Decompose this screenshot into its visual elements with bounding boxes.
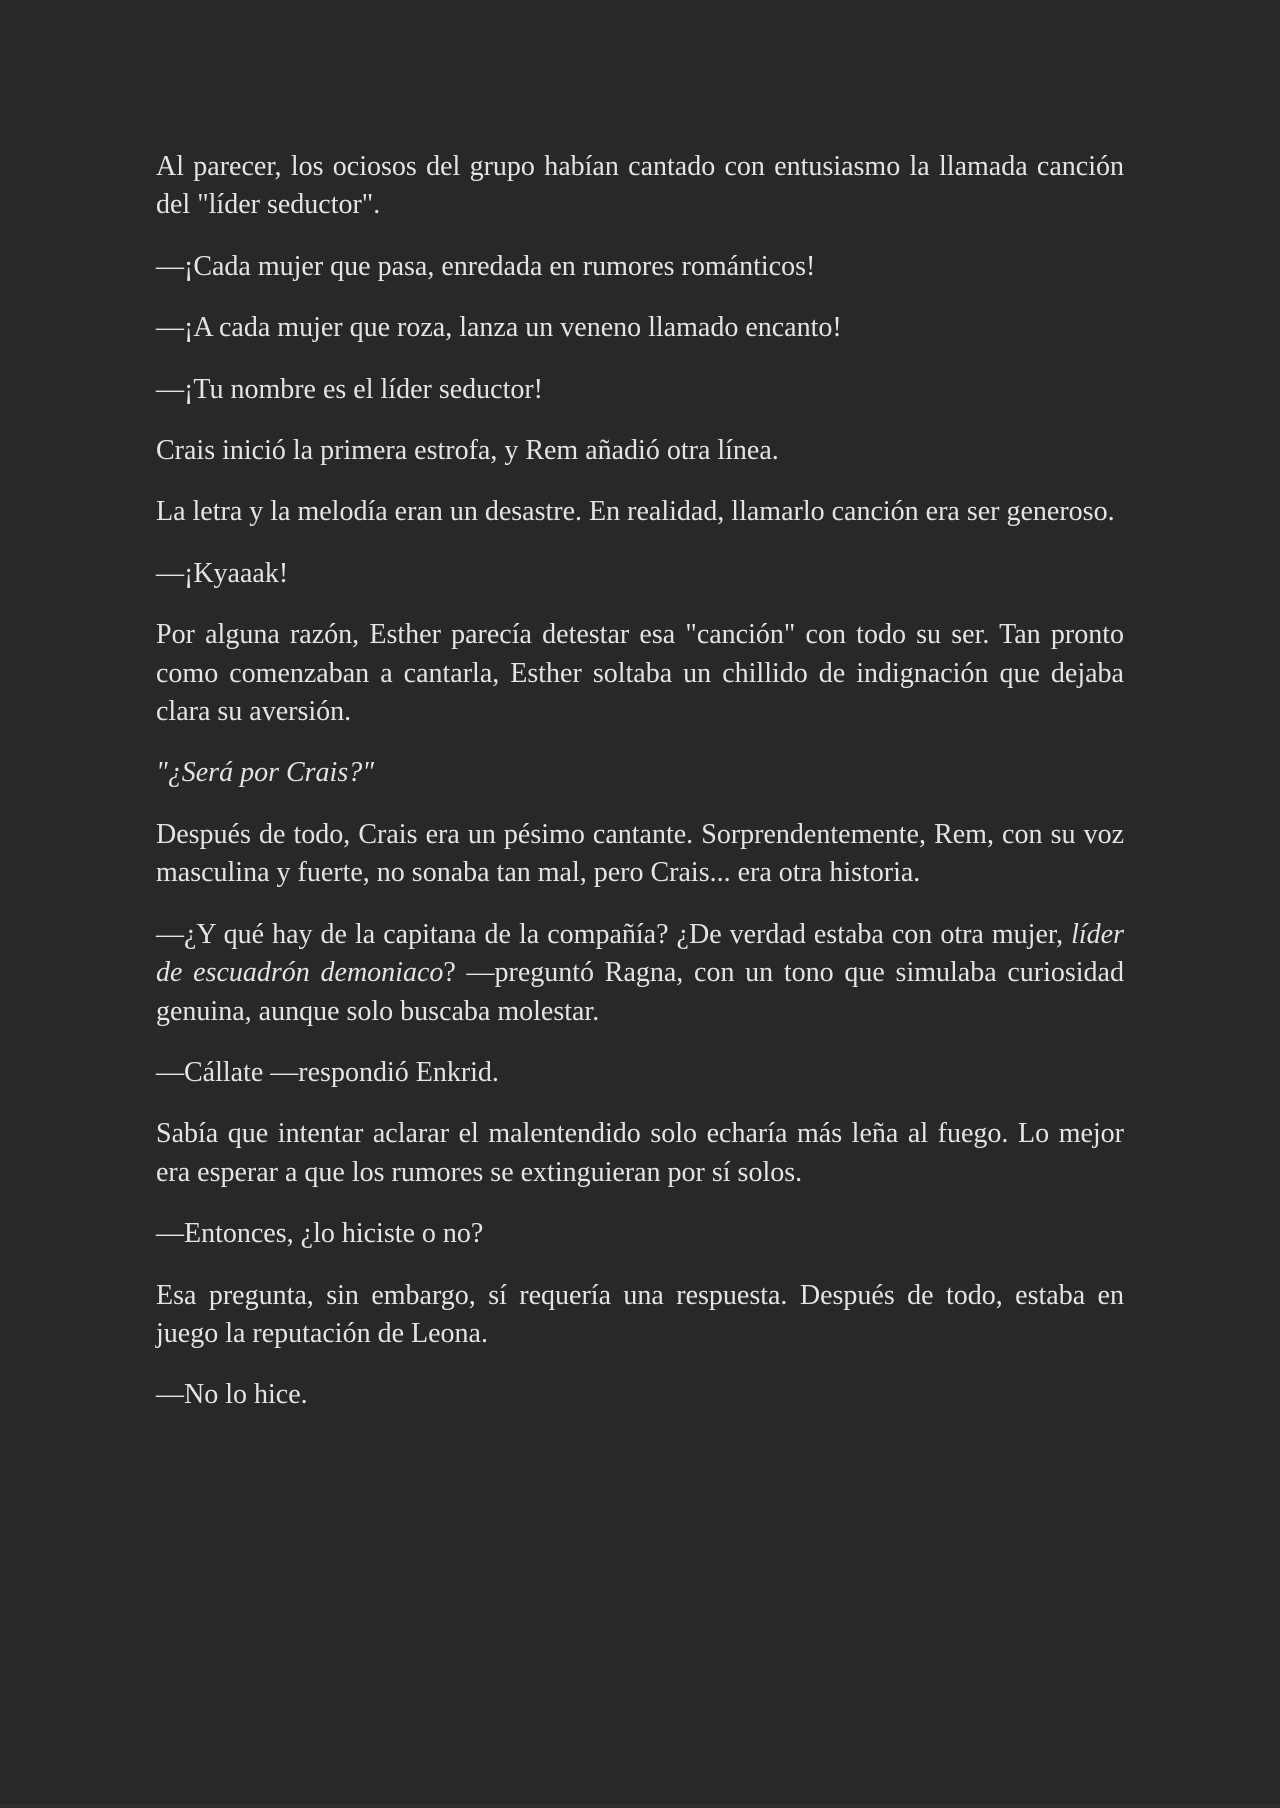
text-run: —¡Cada mujer que pasa, enredada en rumores románticos! xyxy=(156,250,816,282)
paragraph xyxy=(156,148,1124,225)
paragraph xyxy=(156,555,1124,593)
text-run: Sabía que intentar aclarar el malentendido solo echaría más leña al fuego. Lo mejor era esperar a que los rumores se extinguieran por sí solos. xyxy=(156,1118,1124,1188)
text-run: —Entonces, ¿lo hiciste o no? xyxy=(156,1218,484,1250)
paragraph xyxy=(156,1376,1124,1414)
paragraph xyxy=(156,1115,1124,1192)
paragraph xyxy=(156,493,1124,531)
paragraph xyxy=(156,309,1124,347)
text-run: La letra y la melodía eran un desastre. En realidad, llamarlo canción era ser generoso. xyxy=(156,496,1115,528)
paragraph xyxy=(156,816,1124,893)
paragraph xyxy=(156,754,1124,792)
paragraph xyxy=(156,248,1124,286)
italic-text-run: "¿Será por Crais?" xyxy=(156,757,374,789)
text-run: —Cállate —respondió Enkrid. xyxy=(156,1056,499,1088)
paragraph xyxy=(156,1277,1124,1354)
paragraph xyxy=(156,916,1124,1031)
text-run: ? —preguntó Ragna, con un tono que simulaba curiosidad genuina, aunque solo buscaba molestar. xyxy=(156,957,1124,1027)
text-run: —¡A cada mujer que roza, lanza un veneno llamado encanto! xyxy=(156,312,842,344)
text-run: Al parecer, los ociosos del grupo habían cantado con entusiasmo la llamada canción del "líder seductor". xyxy=(156,151,1124,221)
text-run: —¡Kyaaak! xyxy=(156,557,289,589)
text-run: —¿Y qué hay de la capitana de la compañía? ¿De verdad estaba con otra mujer, xyxy=(156,918,1072,950)
paragraph xyxy=(156,371,1124,409)
text-run: Después de todo, Crais era un pésimo cantante. Sorprendentemente, Rem, con su voz masculina y fuerte, no sonaba tan mal, pero Crais... era otra historia. xyxy=(156,818,1124,889)
text-run: —¡Tu nombre es el líder seductor! xyxy=(156,373,543,405)
text-run: Esa pregunta, sin embargo, sí requería una respuesta. Después de todo, estaba en juego la reputación de Leona. xyxy=(156,1279,1124,1349)
page-bottom-edge xyxy=(0,1804,1280,1808)
text-run: Por alguna razón, Esther parecía detestar esa "canción" con todo su ser. Tan pronto como comenzaban a cantarla, Esther soltaba un chillido de indignación que dejaba clara su aversión. xyxy=(156,619,1124,728)
paragraph xyxy=(156,1215,1124,1253)
paragraph xyxy=(156,616,1124,731)
text-run: Crais inició la primera estrofa, y Rem añadió otra línea. xyxy=(156,435,779,467)
paragraph xyxy=(156,1054,1124,1092)
italic-text-run: líder de escuadrón demoniaco xyxy=(156,918,1124,989)
paragraph xyxy=(156,432,1124,470)
text-run: —No lo hice. xyxy=(156,1379,308,1411)
